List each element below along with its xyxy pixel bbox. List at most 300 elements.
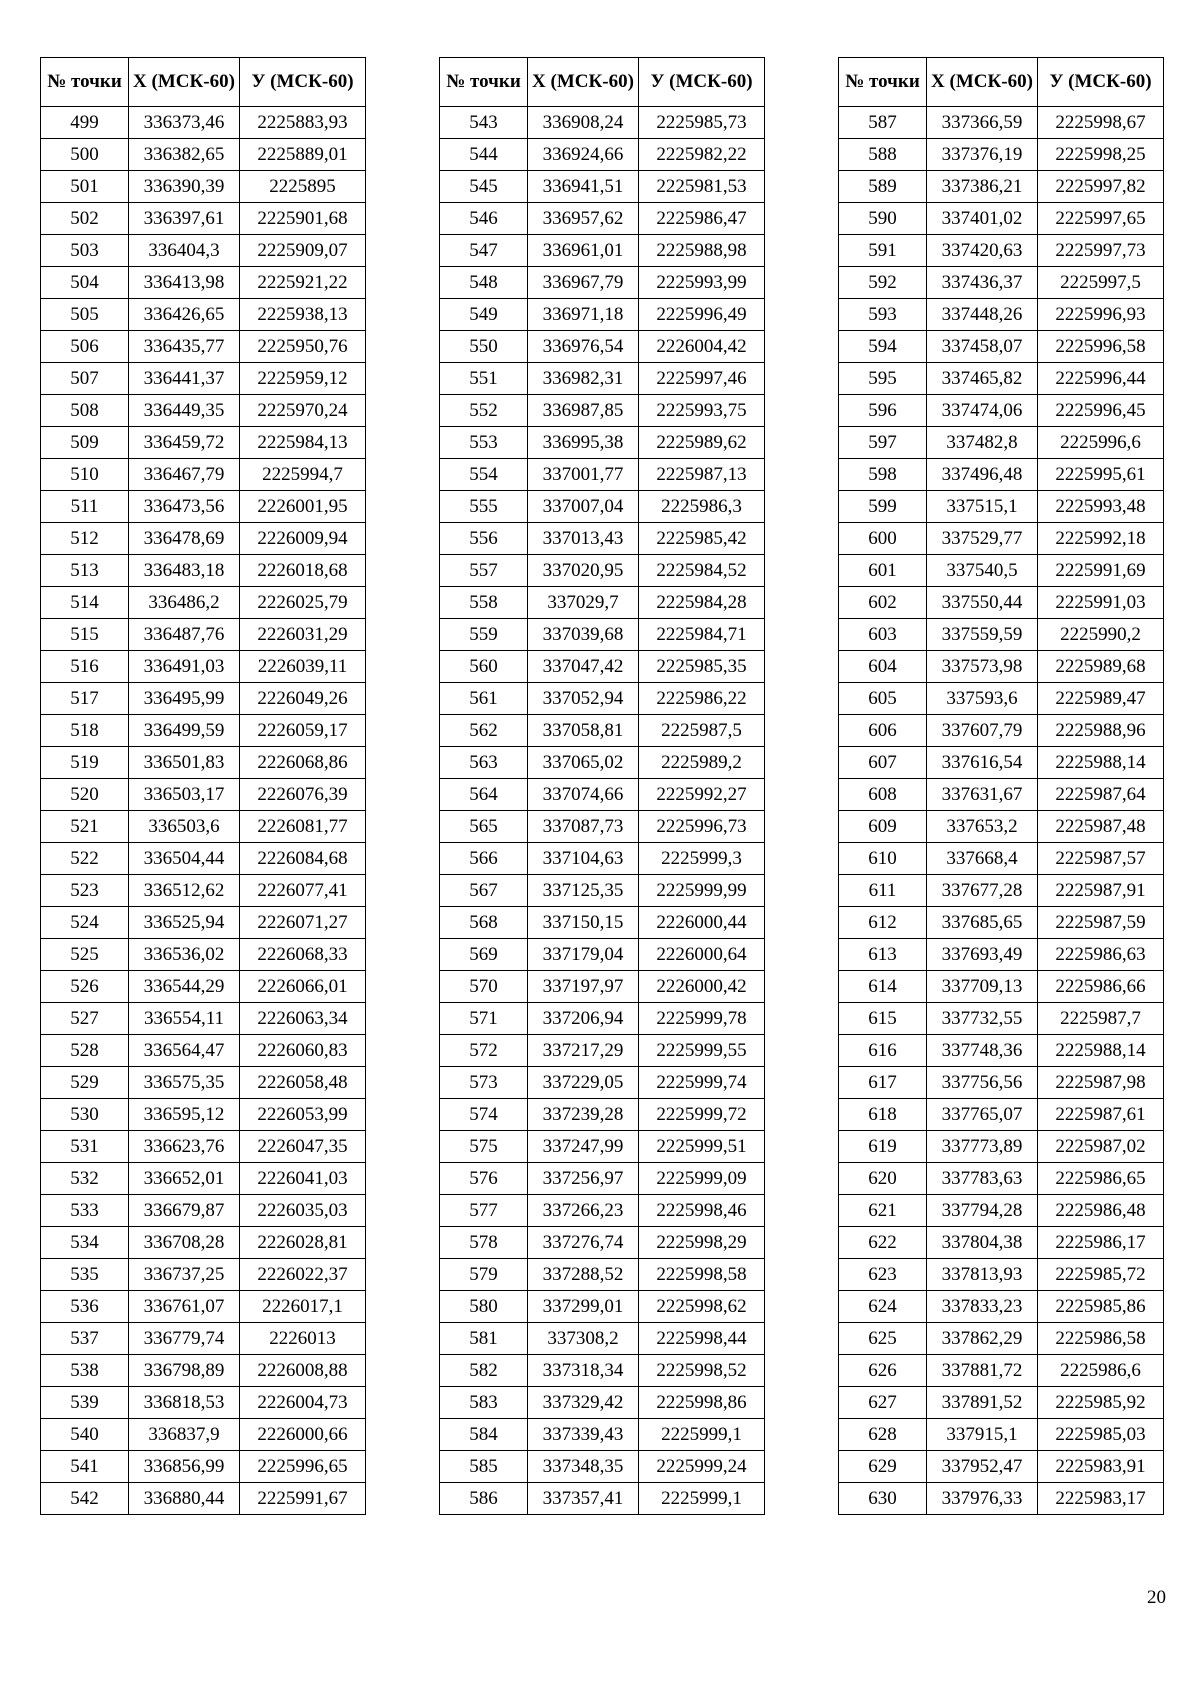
table-row <box>41 843 366 875</box>
y-coordinate-cell: 2225988,96 <box>1038 715 1164 747</box>
x-coordinate-cell: 337748,36 <box>927 1035 1038 1067</box>
x-coordinate-cell: 337550,44 <box>927 587 1038 619</box>
table-row <box>41 203 366 235</box>
x-coordinate-cell: 336995,38 <box>528 427 639 459</box>
x-coordinate-cell: 336435,77 <box>129 331 240 363</box>
table-row <box>41 395 366 427</box>
x-coordinate-cell: 336503,6 <box>129 811 240 843</box>
point-number-cell: 568 <box>440 907 528 939</box>
y-coordinate-cell: 2225983,17 <box>1038 1483 1164 1515</box>
point-number-cell: 528 <box>41 1035 129 1067</box>
y-coordinate-cell: 2226025,79 <box>240 587 366 619</box>
point-number-cell: 609 <box>839 811 927 843</box>
table-row <box>839 1355 1164 1387</box>
point-number-cell: 611 <box>839 875 927 907</box>
table-row <box>839 1195 1164 1227</box>
y-coordinate-cell: 2225909,07 <box>240 235 366 267</box>
y-coordinate-cell: 2225987,5 <box>639 715 765 747</box>
x-coordinate-cell: 336908,24 <box>528 107 639 139</box>
table-row <box>41 587 366 619</box>
y-coordinate-cell: 2226000,64 <box>639 939 765 971</box>
point-number-cell: 533 <box>41 1195 129 1227</box>
point-number-cell: 556 <box>440 523 528 555</box>
x-coordinate-cell: 337318,34 <box>528 1355 639 1387</box>
point-number-cell: 576 <box>440 1163 528 1195</box>
y-coordinate-cell: 2225998,86 <box>639 1387 765 1419</box>
y-coordinate-cell: 2225996,44 <box>1038 363 1164 395</box>
y-coordinate-cell: 2226001,95 <box>240 491 366 523</box>
x-coordinate-cell: 337607,79 <box>927 715 1038 747</box>
x-coordinate-cell: 336495,99 <box>129 683 240 715</box>
x-coordinate-cell: 337559,59 <box>927 619 1038 651</box>
table-row <box>440 907 765 939</box>
table-row <box>440 1259 765 1291</box>
point-number-cell: 615 <box>839 1003 927 1035</box>
table-row <box>839 1131 1164 1163</box>
header-y-coordinate: У (МСК-60) <box>1038 58 1164 107</box>
table-row <box>440 555 765 587</box>
point-number-cell: 531 <box>41 1131 129 1163</box>
x-coordinate-cell: 337266,23 <box>528 1195 639 1227</box>
y-coordinate-cell: 2225999,1 <box>639 1419 765 1451</box>
y-coordinate-cell: 2225996,73 <box>639 811 765 843</box>
point-number-cell: 578 <box>440 1227 528 1259</box>
y-coordinate-cell: 2225989,47 <box>1038 683 1164 715</box>
x-coordinate-cell: 336595,12 <box>129 1099 240 1131</box>
point-number-cell: 624 <box>839 1291 927 1323</box>
x-coordinate-cell: 336856,99 <box>129 1451 240 1483</box>
point-number-cell: 594 <box>839 331 927 363</box>
y-coordinate-cell: 2225999,78 <box>639 1003 765 1035</box>
table-row <box>41 1131 366 1163</box>
x-coordinate-cell: 337401,02 <box>927 203 1038 235</box>
table-body <box>440 107 765 1515</box>
y-coordinate-cell: 2225985,92 <box>1038 1387 1164 1419</box>
x-coordinate-cell: 337709,13 <box>927 971 1038 1003</box>
point-number-cell: 541 <box>41 1451 129 1483</box>
point-number-cell: 515 <box>41 619 129 651</box>
y-coordinate-cell: 2225895 <box>240 171 366 203</box>
table-row <box>440 683 765 715</box>
y-coordinate-cell: 2225988,98 <box>639 235 765 267</box>
y-coordinate-cell: 2225988,14 <box>1038 747 1164 779</box>
y-coordinate-cell: 2225988,14 <box>1038 1035 1164 1067</box>
y-coordinate-cell: 2225959,12 <box>240 363 366 395</box>
point-number-cell: 516 <box>41 651 129 683</box>
point-number-cell: 562 <box>440 715 528 747</box>
table-row <box>41 939 366 971</box>
header-x-coordinate: Х (МСК-60) <box>927 58 1038 107</box>
x-coordinate-cell: 337197,97 <box>528 971 639 1003</box>
table-row <box>440 1291 765 1323</box>
y-coordinate-cell: 2225987,13 <box>639 459 765 491</box>
x-coordinate-cell: 337065,02 <box>528 747 639 779</box>
y-coordinate-cell: 2225997,5 <box>1038 267 1164 299</box>
y-coordinate-cell: 2225997,73 <box>1038 235 1164 267</box>
point-number-cell: 526 <box>41 971 129 1003</box>
table-row <box>839 107 1164 139</box>
table-row <box>440 459 765 491</box>
x-coordinate-cell: 337001,77 <box>528 459 639 491</box>
point-number-cell: 571 <box>440 1003 528 1035</box>
x-coordinate-cell: 337179,04 <box>528 939 639 971</box>
x-coordinate-cell: 337783,63 <box>927 1163 1038 1195</box>
y-coordinate-cell: 2225996,58 <box>1038 331 1164 363</box>
point-number-cell: 593 <box>839 299 927 331</box>
point-number-cell: 540 <box>41 1419 129 1451</box>
y-coordinate-cell: 2225999,1 <box>639 1483 765 1515</box>
table-row <box>440 779 765 811</box>
point-number-cell: 598 <box>839 459 927 491</box>
y-coordinate-cell: 2225987,64 <box>1038 779 1164 811</box>
y-coordinate-cell: 2226084,68 <box>240 843 366 875</box>
point-number-cell: 581 <box>440 1323 528 1355</box>
x-coordinate-cell: 337773,89 <box>927 1131 1038 1163</box>
x-coordinate-cell: 337540,5 <box>927 555 1038 587</box>
point-number-cell: 542 <box>41 1483 129 1515</box>
x-coordinate-cell: 337631,67 <box>927 779 1038 811</box>
page-number: 20 <box>1147 1587 1166 1608</box>
table-row <box>839 651 1164 683</box>
x-coordinate-cell: 337593,6 <box>927 683 1038 715</box>
x-coordinate-cell: 337052,94 <box>528 683 639 715</box>
y-coordinate-cell: 2225981,53 <box>639 171 765 203</box>
x-coordinate-cell: 336512,62 <box>129 875 240 907</box>
table-row <box>41 1419 366 1451</box>
table-row <box>440 747 765 779</box>
x-coordinate-cell: 336382,65 <box>129 139 240 171</box>
point-number-cell: 517 <box>41 683 129 715</box>
point-number-cell: 538 <box>41 1355 129 1387</box>
point-number-cell: 613 <box>839 939 927 971</box>
y-coordinate-cell: 2225998,29 <box>639 1227 765 1259</box>
y-coordinate-cell: 2225985,35 <box>639 651 765 683</box>
y-coordinate-cell: 2225986,63 <box>1038 939 1164 971</box>
table-row <box>41 971 366 1003</box>
y-coordinate-cell: 2225987,7 <box>1038 1003 1164 1035</box>
header-x-coordinate: Х (МСК-60) <box>528 58 639 107</box>
table-row <box>839 683 1164 715</box>
table-row <box>41 1067 366 1099</box>
point-number-cell: 521 <box>41 811 129 843</box>
table-row <box>440 843 765 875</box>
point-number-cell: 503 <box>41 235 129 267</box>
table-row <box>839 971 1164 1003</box>
y-coordinate-cell: 2225998,44 <box>639 1323 765 1355</box>
y-coordinate-cell: 2225997,65 <box>1038 203 1164 235</box>
x-coordinate-cell: 337013,43 <box>528 523 639 555</box>
point-number-cell: 572 <box>440 1035 528 1067</box>
y-coordinate-cell: 2226035,03 <box>240 1195 366 1227</box>
table-row <box>440 299 765 331</box>
y-coordinate-cell: 2225998,52 <box>639 1355 765 1387</box>
point-number-cell: 586 <box>440 1483 528 1515</box>
y-coordinate-cell: 2225991,69 <box>1038 555 1164 587</box>
table-row <box>839 619 1164 651</box>
table-row <box>839 1227 1164 1259</box>
table-row <box>440 939 765 971</box>
point-number-cell: 621 <box>839 1195 927 1227</box>
table-row <box>440 363 765 395</box>
x-coordinate-cell: 336397,61 <box>129 203 240 235</box>
x-coordinate-cell: 337256,97 <box>528 1163 639 1195</box>
table-row <box>440 203 765 235</box>
table-row <box>440 267 765 299</box>
table-row <box>41 1195 366 1227</box>
y-coordinate-cell: 2225996,65 <box>240 1451 366 1483</box>
header-point-number: № точки <box>440 58 528 107</box>
x-coordinate-cell: 336504,44 <box>129 843 240 875</box>
point-number-cell: 561 <box>440 683 528 715</box>
table-row <box>440 139 765 171</box>
table-row <box>41 1099 366 1131</box>
y-coordinate-cell: 2226000,44 <box>639 907 765 939</box>
y-coordinate-cell: 2225987,48 <box>1038 811 1164 843</box>
x-coordinate-cell: 337299,01 <box>528 1291 639 1323</box>
point-number-cell: 574 <box>440 1099 528 1131</box>
x-coordinate-cell: 337448,26 <box>927 299 1038 331</box>
x-coordinate-cell: 337804,38 <box>927 1227 1038 1259</box>
x-coordinate-cell: 337465,82 <box>927 363 1038 395</box>
y-coordinate-cell: 2225986,66 <box>1038 971 1164 1003</box>
table-row <box>41 651 366 683</box>
y-coordinate-cell: 2226081,77 <box>240 811 366 843</box>
table-row <box>839 715 1164 747</box>
x-coordinate-cell: 337276,74 <box>528 1227 639 1259</box>
x-coordinate-cell: 337357,41 <box>528 1483 639 1515</box>
x-coordinate-cell: 336737,25 <box>129 1259 240 1291</box>
table-row <box>41 427 366 459</box>
y-coordinate-cell: 2226017,1 <box>240 1291 366 1323</box>
table-row <box>440 427 765 459</box>
y-coordinate-cell: 2225985,72 <box>1038 1259 1164 1291</box>
table-row <box>41 747 366 779</box>
point-number-cell: 583 <box>440 1387 528 1419</box>
point-number-cell: 537 <box>41 1323 129 1355</box>
y-coordinate-cell: 2225993,99 <box>639 267 765 299</box>
x-coordinate-cell: 337794,28 <box>927 1195 1038 1227</box>
table-row <box>440 107 765 139</box>
point-number-cell: 508 <box>41 395 129 427</box>
point-number-cell: 565 <box>440 811 528 843</box>
point-number-cell: 547 <box>440 235 528 267</box>
point-number-cell: 622 <box>839 1227 927 1259</box>
y-coordinate-cell: 2226004,73 <box>240 1387 366 1419</box>
point-number-cell: 525 <box>41 939 129 971</box>
x-coordinate-cell: 336483,18 <box>129 555 240 587</box>
y-coordinate-cell: 2225993,75 <box>639 395 765 427</box>
header-x-coordinate: Х (МСК-60) <box>129 58 240 107</box>
point-number-cell: 551 <box>440 363 528 395</box>
y-coordinate-cell: 2225998,62 <box>639 1291 765 1323</box>
x-coordinate-cell: 337150,15 <box>528 907 639 939</box>
point-number-cell: 569 <box>440 939 528 971</box>
table-row <box>440 875 765 907</box>
x-coordinate-cell: 336976,54 <box>528 331 639 363</box>
table-row <box>41 715 366 747</box>
point-number-cell: 608 <box>839 779 927 811</box>
x-coordinate-cell: 337756,56 <box>927 1067 1038 1099</box>
y-coordinate-cell: 2226000,66 <box>240 1419 366 1451</box>
table-row <box>839 779 1164 811</box>
x-coordinate-cell: 336982,31 <box>528 363 639 395</box>
y-coordinate-cell: 2226013 <box>240 1323 366 1355</box>
point-number-cell: 554 <box>440 459 528 491</box>
point-number-cell: 618 <box>839 1099 927 1131</box>
table-row <box>839 555 1164 587</box>
y-coordinate-cell: 2225901,68 <box>240 203 366 235</box>
y-coordinate-cell: 2226053,99 <box>240 1099 366 1131</box>
x-coordinate-cell: 336544,29 <box>129 971 240 1003</box>
y-coordinate-cell: 2225986,17 <box>1038 1227 1164 1259</box>
y-coordinate-cell: 2225950,76 <box>240 331 366 363</box>
point-number-cell: 511 <box>41 491 129 523</box>
table-row <box>839 1387 1164 1419</box>
y-coordinate-cell: 2225986,65 <box>1038 1163 1164 1195</box>
x-coordinate-cell: 337482,8 <box>927 427 1038 459</box>
y-coordinate-cell: 2225984,13 <box>240 427 366 459</box>
y-coordinate-cell: 2225985,73 <box>639 107 765 139</box>
y-coordinate-cell: 2225998,46 <box>639 1195 765 1227</box>
point-number-cell: 582 <box>440 1355 528 1387</box>
point-number-cell: 501 <box>41 171 129 203</box>
y-coordinate-cell: 2225999,55 <box>639 1035 765 1067</box>
y-coordinate-cell: 2225889,01 <box>240 139 366 171</box>
x-coordinate-cell: 336961,01 <box>528 235 639 267</box>
table-row <box>440 1323 765 1355</box>
table-header-row <box>440 58 765 107</box>
table-row <box>41 1291 366 1323</box>
y-coordinate-cell: 2226009,94 <box>240 523 366 555</box>
table-row <box>41 1163 366 1195</box>
y-coordinate-cell: 2226031,29 <box>240 619 366 651</box>
point-number-cell: 603 <box>839 619 927 651</box>
table-row <box>440 1195 765 1227</box>
table-row <box>839 171 1164 203</box>
point-number-cell: 630 <box>839 1483 927 1515</box>
table-row <box>41 1387 366 1419</box>
table-row <box>839 1323 1164 1355</box>
point-number-cell: 499 <box>41 107 129 139</box>
point-number-cell: 555 <box>440 491 528 523</box>
point-number-cell: 599 <box>839 491 927 523</box>
y-coordinate-cell: 2225970,24 <box>240 395 366 427</box>
coordinates-table-3 <box>838 57 1164 1515</box>
y-coordinate-cell: 2225984,52 <box>639 555 765 587</box>
x-coordinate-cell: 336478,69 <box>129 523 240 555</box>
y-coordinate-cell: 2225987,02 <box>1038 1131 1164 1163</box>
y-coordinate-cell: 2225987,61 <box>1038 1099 1164 1131</box>
table-row <box>440 235 765 267</box>
y-coordinate-cell: 2225996,45 <box>1038 395 1164 427</box>
point-number-cell: 546 <box>440 203 528 235</box>
x-coordinate-cell: 336404,3 <box>129 235 240 267</box>
x-coordinate-cell: 336491,03 <box>129 651 240 683</box>
point-number-cell: 506 <box>41 331 129 363</box>
x-coordinate-cell: 337833,23 <box>927 1291 1038 1323</box>
y-coordinate-cell: 2225997,46 <box>639 363 765 395</box>
point-number-cell: 534 <box>41 1227 129 1259</box>
point-number-cell: 604 <box>839 651 927 683</box>
table-row <box>440 491 765 523</box>
point-number-cell: 560 <box>440 651 528 683</box>
table-row <box>41 1035 366 1067</box>
x-coordinate-cell: 337366,59 <box>927 107 1038 139</box>
y-coordinate-cell: 2226047,35 <box>240 1131 366 1163</box>
point-number-cell: 543 <box>440 107 528 139</box>
x-coordinate-cell: 336761,07 <box>129 1291 240 1323</box>
x-coordinate-cell: 337104,63 <box>528 843 639 875</box>
x-coordinate-cell: 336798,89 <box>129 1355 240 1387</box>
table-row <box>41 139 366 171</box>
table-row <box>440 1131 765 1163</box>
y-coordinate-cell: 2225986,58 <box>1038 1323 1164 1355</box>
y-coordinate-cell: 2225986,3 <box>639 491 765 523</box>
point-number-cell: 567 <box>440 875 528 907</box>
y-coordinate-cell: 2225987,59 <box>1038 907 1164 939</box>
table-row <box>839 1099 1164 1131</box>
table-row <box>839 363 1164 395</box>
table-row <box>839 1451 1164 1483</box>
x-coordinate-cell: 336679,87 <box>129 1195 240 1227</box>
point-number-cell: 597 <box>839 427 927 459</box>
point-number-cell: 625 <box>839 1323 927 1355</box>
point-number-cell: 529 <box>41 1067 129 1099</box>
y-coordinate-cell: 2225999,24 <box>639 1451 765 1483</box>
table-row <box>440 715 765 747</box>
x-coordinate-cell: 337529,77 <box>927 523 1038 555</box>
point-number-cell: 591 <box>839 235 927 267</box>
point-number-cell: 563 <box>440 747 528 779</box>
point-number-cell: 584 <box>440 1419 528 1451</box>
y-coordinate-cell: 2226028,81 <box>240 1227 366 1259</box>
table-row <box>839 331 1164 363</box>
point-number-cell: 589 <box>839 171 927 203</box>
point-number-cell: 577 <box>440 1195 528 1227</box>
y-coordinate-cell: 2225986,22 <box>639 683 765 715</box>
x-coordinate-cell: 336503,17 <box>129 779 240 811</box>
table-row <box>440 1483 765 1515</box>
x-coordinate-cell: 337376,19 <box>927 139 1038 171</box>
header-point-number: № точки <box>41 58 129 107</box>
table-row <box>839 939 1164 971</box>
point-number-cell: 580 <box>440 1291 528 1323</box>
table-row <box>41 1003 366 1035</box>
y-coordinate-cell: 2226076,39 <box>240 779 366 811</box>
x-coordinate-cell: 337206,94 <box>528 1003 639 1035</box>
x-coordinate-cell: 337386,21 <box>927 171 1038 203</box>
point-number-cell: 616 <box>839 1035 927 1067</box>
y-coordinate-cell: 2225986,6 <box>1038 1355 1164 1387</box>
table-row <box>839 1483 1164 1515</box>
y-coordinate-cell: 2225996,93 <box>1038 299 1164 331</box>
x-coordinate-cell: 337217,29 <box>528 1035 639 1067</box>
y-coordinate-cell: 2226004,42 <box>639 331 765 363</box>
point-number-cell: 536 <box>41 1291 129 1323</box>
table-row <box>440 811 765 843</box>
x-coordinate-cell: 337074,66 <box>528 779 639 811</box>
y-coordinate-cell: 2225998,58 <box>639 1259 765 1291</box>
y-coordinate-cell: 2225999,99 <box>639 875 765 907</box>
point-number-cell: 558 <box>440 587 528 619</box>
table-row <box>41 555 366 587</box>
table-row <box>41 907 366 939</box>
x-coordinate-cell: 336957,62 <box>528 203 639 235</box>
y-coordinate-cell: 2226071,27 <box>240 907 366 939</box>
point-number-cell: 614 <box>839 971 927 1003</box>
point-number-cell: 548 <box>440 267 528 299</box>
x-coordinate-cell: 337420,63 <box>927 235 1038 267</box>
